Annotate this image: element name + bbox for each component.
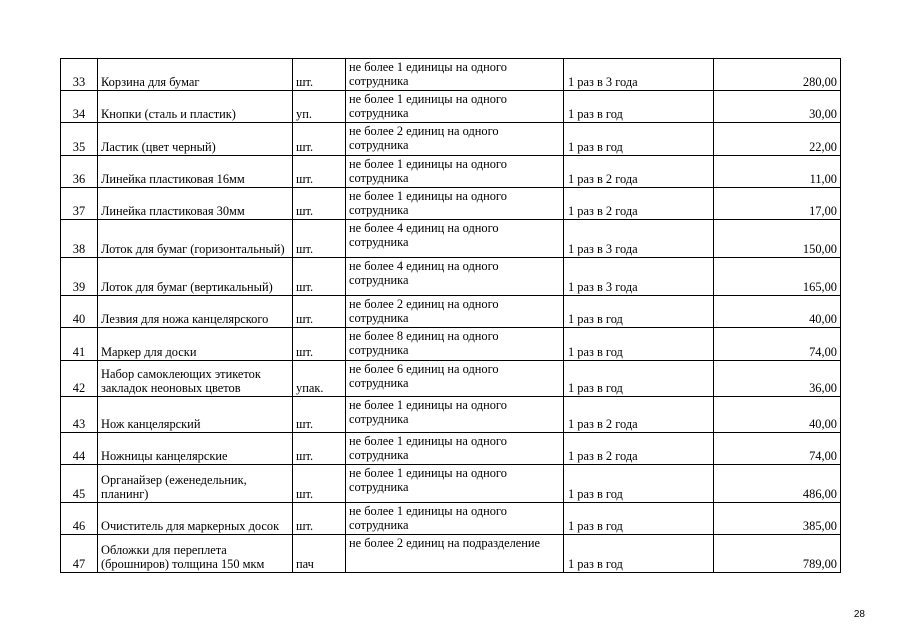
unit-cell: шт. (293, 433, 346, 465)
item-name-cell: Ножницы канцелярские (98, 433, 293, 465)
table-row (61, 328, 841, 361)
frequency-cell: 1 раз в 2 года (564, 156, 714, 188)
price-cell: 789,00 (714, 535, 841, 573)
price-cell: 385,00 (714, 503, 841, 535)
norm-cell: не более 2 единиц на одного сотрудника (346, 296, 564, 328)
table-body (61, 59, 841, 573)
item-name-cell: Линейка пластиковая 30мм (98, 188, 293, 220)
table-row (61, 220, 841, 258)
unit-cell: шт. (293, 59, 346, 91)
row-number-cell: 38 (61, 220, 98, 258)
table-row (61, 397, 841, 433)
price-cell: 74,00 (714, 328, 841, 361)
row-number-cell: 43 (61, 397, 98, 433)
table-row (61, 156, 841, 188)
norm-cell: не более 1 единицы на одного сотрудника (346, 156, 564, 188)
item-name-cell: Лоток для бумаг (вертикальный) (98, 258, 293, 296)
item-name-cell: Очиститель для маркерных досок (98, 503, 293, 535)
unit-cell: шт. (293, 397, 346, 433)
table-row (61, 465, 841, 503)
unit-cell: шт. (293, 296, 346, 328)
supplies-table (60, 58, 841, 573)
row-number-cell: 41 (61, 328, 98, 361)
unit-cell: шт. (293, 328, 346, 361)
unit-cell: шт. (293, 503, 346, 535)
price-cell: 150,00 (714, 220, 841, 258)
unit-cell: упак. (293, 361, 346, 397)
row-number-cell: 36 (61, 156, 98, 188)
table-row (61, 296, 841, 328)
frequency-cell: 1 раз в год (564, 503, 714, 535)
item-name-cell: Ластик (цвет черный) (98, 123, 293, 156)
frequency-cell: 1 раз в 3 года (564, 258, 714, 296)
unit-cell: шт. (293, 258, 346, 296)
item-name-cell: Маркер для доски (98, 328, 293, 361)
table-row (61, 188, 841, 220)
table-row (61, 503, 841, 535)
table-row (61, 59, 841, 91)
item-name-cell: Кнопки (сталь и пластик) (98, 91, 293, 123)
price-cell: 165,00 (714, 258, 841, 296)
price-cell: 22,00 (714, 123, 841, 156)
item-name-cell: Корзина для бумаг (98, 59, 293, 91)
row-number-cell: 44 (61, 433, 98, 465)
row-number-cell: 46 (61, 503, 98, 535)
frequency-cell: 1 раз в год (564, 361, 714, 397)
table-row (61, 535, 841, 573)
norm-cell: не более 2 единиц на одного сотрудника (346, 123, 564, 156)
table-row (61, 123, 841, 156)
norm-cell: не более 8 единиц на одного сотрудника (346, 328, 564, 361)
price-cell: 74,00 (714, 433, 841, 465)
item-name-cell: Обложки для переплета (брошниров) толщина 150 мкм (98, 535, 293, 573)
unit-cell: шт. (293, 188, 346, 220)
unit-cell: пач (293, 535, 346, 573)
page-number: 28 (853, 609, 865, 620)
frequency-cell: 1 раз в год (564, 535, 714, 573)
unit-cell: уп. (293, 91, 346, 123)
item-name-cell: Лезвия для ножа канцелярского (98, 296, 293, 328)
norm-cell: не более 2 единиц на подразделение (346, 535, 564, 573)
frequency-cell: 1 раз в год (564, 123, 714, 156)
price-cell: 40,00 (714, 296, 841, 328)
item-name-cell: Лоток для бумаг (горизонтальный) (98, 220, 293, 258)
row-number-cell: 33 (61, 59, 98, 91)
item-name-cell: Набор самоклеющих этикеток закладок неоновых цветов (98, 361, 293, 397)
frequency-cell: 1 раз в год (564, 296, 714, 328)
row-number-cell: 42 (61, 361, 98, 397)
row-number-cell: 40 (61, 296, 98, 328)
frequency-cell: 1 раз в 2 года (564, 397, 714, 433)
unit-cell: шт. (293, 220, 346, 258)
norm-cell: не более 6 единиц на одного сотрудника (346, 361, 564, 397)
table-row (61, 433, 841, 465)
norm-cell: не более 4 единиц на одного сотрудника (346, 258, 564, 296)
frequency-cell: 1 раз в 3 года (564, 220, 714, 258)
frequency-cell: 1 раз в 2 года (564, 188, 714, 220)
norm-cell: не более 1 единицы на одного сотрудника (346, 465, 564, 503)
frequency-cell: 1 раз в 2 года (564, 433, 714, 465)
unit-cell: шт. (293, 156, 346, 188)
price-cell: 280,00 (714, 59, 841, 91)
frequency-cell: 1 раз в год (564, 328, 714, 361)
table-row (61, 361, 841, 397)
price-cell: 30,00 (714, 91, 841, 123)
norm-cell: не более 1 единицы на одного сотрудника (346, 433, 564, 465)
price-cell: 486,00 (714, 465, 841, 503)
unit-cell: шт. (293, 465, 346, 503)
item-name-cell: Линейка пластиковая 16мм (98, 156, 293, 188)
row-number-cell: 35 (61, 123, 98, 156)
price-cell: 17,00 (714, 188, 841, 220)
norm-cell: не более 4 единиц на одного сотрудника (346, 220, 564, 258)
unit-cell: шт. (293, 123, 346, 156)
price-cell: 11,00 (714, 156, 841, 188)
price-cell: 40,00 (714, 397, 841, 433)
norm-cell: не более 1 единицы на одного сотрудника (346, 188, 564, 220)
frequency-cell: 1 раз в год (564, 91, 714, 123)
norm-cell: не более 1 единицы на одного сотрудника (346, 397, 564, 433)
frequency-cell: 1 раз в 3 года (564, 59, 714, 91)
table-row (61, 258, 841, 296)
item-name-cell: Нож канцелярский (98, 397, 293, 433)
row-number-cell: 39 (61, 258, 98, 296)
row-number-cell: 47 (61, 535, 98, 573)
frequency-cell: 1 раз в год (564, 465, 714, 503)
table-row (61, 91, 841, 123)
row-number-cell: 37 (61, 188, 98, 220)
norm-cell: не более 1 единицы на одного сотрудника (346, 503, 564, 535)
norm-cell: не более 1 единицы на одного сотрудника (346, 59, 564, 91)
norm-cell: не более 1 единицы на одного сотрудника (346, 91, 564, 123)
row-number-cell: 45 (61, 465, 98, 503)
item-name-cell: Органайзер (еженедельник, планинг) (98, 465, 293, 503)
price-cell: 36,00 (714, 361, 841, 397)
row-number-cell: 34 (61, 91, 98, 123)
